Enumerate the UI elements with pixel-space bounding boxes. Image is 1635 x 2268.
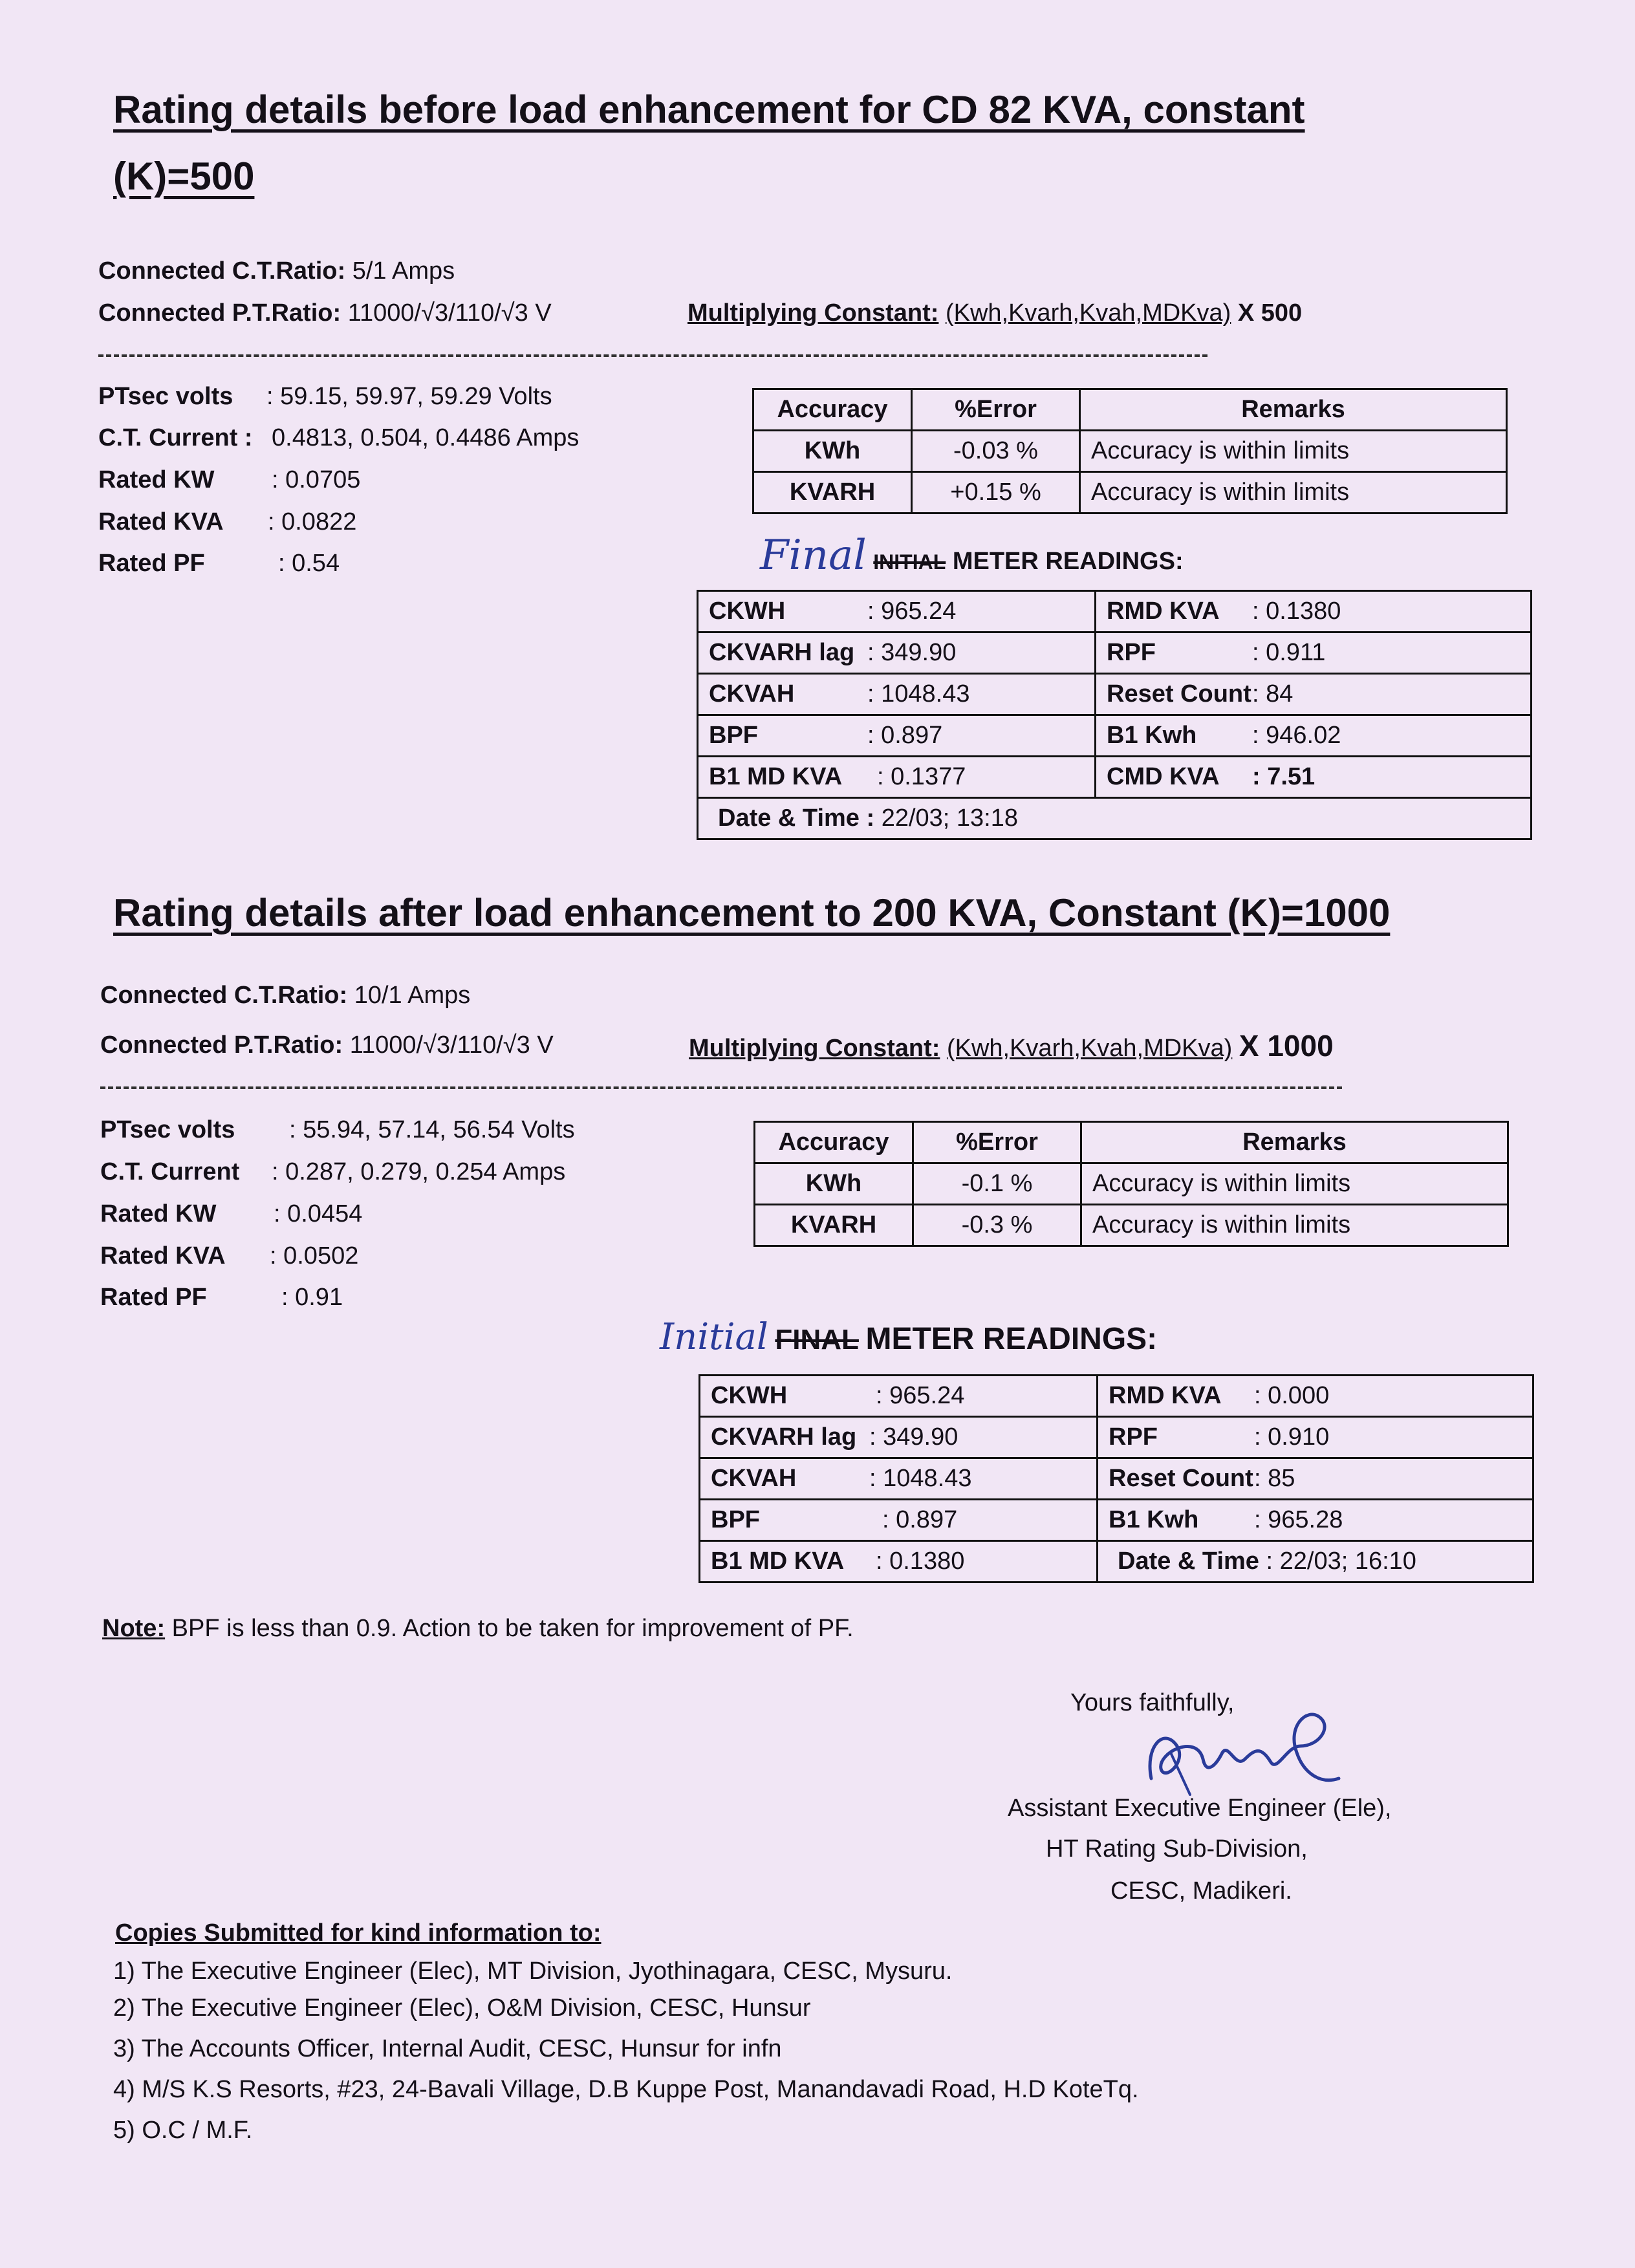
ct-ratio-value: 10/1 Amps (354, 982, 471, 1009)
handwritten-final: Final (760, 532, 867, 579)
ct-ratio-value: 5/1 Amps (352, 257, 455, 285)
reading-label: RPF (1107, 639, 1156, 666)
reading-value: : 965.28 (1254, 1506, 1343, 1533)
param-value: : 0.0822 (268, 508, 357, 535)
param-value: : 0.287, 0.279, 0.254 Amps (272, 1158, 566, 1185)
list-item: 4) M/S K.S Resorts, #23, 24-Bavali Village, D.B Kuppe Post, Manandavadi Road, H.D KoteTq. (113, 2076, 1139, 2103)
acc-cell: -0.03 % (912, 431, 1080, 472)
acc-cell: -0.3 % (913, 1205, 1081, 1246)
reading-value: : 0.911 (1252, 639, 1326, 666)
section1-accuracy-table (752, 388, 1508, 514)
s1-param-row (98, 550, 340, 578)
reading-value: : 946.02 (1252, 722, 1341, 749)
reading-value: : 349.90 (867, 639, 957, 666)
table-row (700, 1541, 1533, 1582)
reading-label: BPF (711, 1506, 760, 1533)
mult-value: X 500 (1237, 299, 1303, 327)
param-label: Rated PF (98, 550, 205, 577)
table-row (700, 1376, 1533, 1417)
section1-dashed-divider (98, 354, 1207, 357)
s2-param-row (100, 1158, 565, 1186)
acc-cell: KWh (753, 431, 912, 472)
note-text: BPF is less than 0.9. Action to be taken for improvement of PF. (171, 1615, 854, 1642)
table-row (698, 715, 1532, 757)
section1-meter-readings-table (697, 590, 1532, 840)
reading-value: : 22/03; 16:10 (1266, 1548, 1416, 1575)
mult-label: Multiplying Constant: (688, 299, 939, 327)
s1-param-row (98, 424, 579, 452)
acc-cell: KVARH (753, 472, 912, 513)
param-value: : 0.0502 (270, 1242, 359, 1269)
pt-ratio-label: Connected P.T.Ratio: (98, 299, 341, 327)
section1-ct-ratio (98, 257, 455, 285)
reading-label: B1 MD KVA (709, 763, 843, 790)
reading-value: : 0.897 (867, 722, 943, 749)
pt-ratio-value: 11000/√3/110/√3 V (349, 1031, 554, 1059)
param-value: : 0.0705 (272, 466, 361, 493)
reading-label: Date & Time (1118, 1548, 1259, 1575)
table-row (700, 1458, 1533, 1500)
reading-value: : 85 (1254, 1465, 1295, 1492)
reading-value: : 349.90 (869, 1423, 958, 1451)
acc-cell: Accuracy is within limits (1081, 1163, 1508, 1205)
param-label: Rated PF (100, 1284, 207, 1311)
table-row (698, 798, 1532, 839)
section2-meter-readings-table (698, 1374, 1534, 1583)
s1-param-row (98, 508, 356, 536)
s1-param-row (98, 466, 360, 494)
reading-value: : 0.1380 (1252, 598, 1341, 625)
reading-label: RMD KVA (1109, 1382, 1222, 1409)
table-row (698, 757, 1532, 798)
param-value: 0.4813, 0.504, 0.4486 Amps (272, 424, 579, 451)
table-row (755, 1163, 1508, 1205)
table-row (698, 632, 1532, 674)
ct-ratio-label: Connected C.T.Ratio: (100, 982, 348, 1009)
reading-value: : 7.51 (1252, 763, 1316, 790)
pt-ratio-value: 11000/√3/110/√3 V (347, 299, 552, 327)
section2-dashed-divider (100, 1086, 1342, 1089)
param-label: Rated KW (98, 466, 215, 493)
s2-param-row (100, 1116, 575, 1144)
note (102, 1615, 854, 1643)
acc-cell: Accuracy is within limits (1081, 1205, 1508, 1246)
reading-label: CKVAH (709, 680, 795, 707)
acc-cell: KWh (755, 1163, 913, 1205)
section1-heading-line1: Rating details before load enhancement for CD 82 KVA, constant (113, 88, 1305, 131)
s2-param-row (100, 1200, 362, 1228)
reading-label: CMD KVA (1107, 763, 1220, 790)
note-label: Note: (102, 1615, 166, 1642)
mult-label: Multiplying Constant: (689, 1035, 940, 1062)
reading-label: Reset Count (1107, 680, 1251, 707)
reading-label: RMD KVA (1107, 598, 1220, 625)
reading-label: CKWH (709, 598, 786, 625)
struck-initial: INITIAL (873, 550, 946, 574)
table-row (700, 1417, 1533, 1458)
pt-ratio-label: Connected P.T.Ratio: (100, 1031, 343, 1059)
reading-value: : 0.897 (882, 1506, 958, 1533)
date-value: 22/03; 13:18 (881, 805, 1019, 832)
param-label: Rated KW (100, 1200, 217, 1227)
param-value: : 0.0454 (274, 1200, 363, 1227)
signature-office: HT Rating Sub-Division, (1046, 1835, 1308, 1863)
list-item: 5) O.C / M.F. (113, 2117, 253, 2144)
acc-cell: KVARH (755, 1205, 913, 1246)
acc-header: Accuracy (755, 1122, 913, 1163)
param-label: C.T. Current (100, 1158, 240, 1185)
section1-readings-title (760, 532, 1184, 579)
mult-paren: (Kwh,Kvarh,Kvah,MDKva) (946, 1035, 1233, 1062)
handwritten-initial: Initial (660, 1316, 768, 1358)
section1-multiplying-constant (688, 299, 1302, 327)
list-item: 2) The Executive Engineer (Elec), O&M Division, CESC, Hunsur (113, 1994, 811, 2022)
acc-header: Accuracy (753, 389, 912, 431)
reading-value: : 0.910 (1254, 1423, 1330, 1451)
table-row (698, 674, 1532, 715)
acc-cell: +0.15 % (912, 472, 1080, 513)
param-label: Rated KVA (100, 1242, 226, 1269)
section2-readings-title (660, 1316, 1157, 1358)
reading-label: CKWH (711, 1382, 788, 1409)
param-value: : 0.54 (278, 550, 340, 577)
reading-value: : 84 (1252, 680, 1294, 707)
signature-closing: Yours faithfully, (1070, 1689, 1235, 1716)
reading-label: CKVARH lag (709, 639, 855, 666)
reading-label: RPF (1109, 1423, 1158, 1451)
section2-accuracy-table (753, 1121, 1509, 1247)
mult-paren: (Kwh,Kvarh,Kvah,MDKva) (945, 299, 1231, 327)
reading-label: B1 Kwh (1107, 722, 1197, 749)
s2-param-row (100, 1242, 358, 1270)
section2-pt-ratio (100, 1031, 554, 1059)
table-row (753, 431, 1507, 472)
acc-cell: Accuracy is within limits (1080, 472, 1507, 513)
reading-label: B1 MD KVA (711, 1548, 845, 1575)
table-row (753, 472, 1507, 513)
section2-heading: Rating details after load enhancement to 200 KVA, Constant (K)=1000 (113, 891, 1391, 934)
reading-value: : 1048.43 (867, 680, 970, 707)
param-value: : 0.91 (281, 1284, 343, 1311)
reading-value: : 1048.43 (869, 1465, 972, 1492)
reading-label: BPF (709, 722, 758, 749)
table-row (698, 591, 1532, 632)
s1-param-row (98, 383, 552, 411)
ct-ratio-label: Connected C.T.Ratio: (98, 257, 346, 285)
signature-scribble-icon (1125, 1707, 1371, 1804)
acc-header: Remarks (1081, 1122, 1508, 1163)
acc-header: %Error (912, 389, 1080, 431)
param-label: PTsec volts (98, 383, 233, 410)
acc-header: %Error (913, 1122, 1081, 1163)
section2-multiplying-constant (689, 1028, 1334, 1063)
signature-title: Assistant Executive Engineer (Ele), (1008, 1795, 1392, 1822)
reading-value: : 965.24 (876, 1382, 965, 1409)
list-item: 3) The Accounts Officer, Internal Audit, CESC, Hunsur for infn (113, 2035, 782, 2062)
signature-org: CESC, Madikeri. (1110, 1877, 1292, 1905)
list-item: 1) The Executive Engineer (Elec), MT Division, Jyothinagara, CESC, Mysuru. (113, 1958, 953, 1985)
reading-value: : 0.1377 (877, 763, 966, 790)
reading-label: Reset Count (1109, 1465, 1253, 1492)
acc-cell: Accuracy is within limits (1080, 431, 1507, 472)
reading-value: : 0.1380 (876, 1548, 965, 1575)
acc-cell: -0.1 % (913, 1163, 1081, 1205)
param-value: : 55.94, 57.14, 56.54 Volts (289, 1116, 575, 1143)
table-row (755, 1205, 1508, 1246)
section2-ct-ratio (100, 982, 470, 1010)
table-row (700, 1500, 1533, 1541)
copies-heading: Copies Submitted for kind information to: (115, 1919, 601, 1947)
section1-heading-line2: (K)=500 (113, 155, 255, 198)
date-label: Date & Time : (718, 805, 875, 832)
acc-header: Remarks (1080, 389, 1507, 431)
readings-title: METER READINGS: (952, 548, 1184, 575)
mult-value: X 1000 (1239, 1029, 1334, 1063)
param-label: Rated KVA (98, 508, 224, 535)
struck-final: FINAL (775, 1324, 859, 1355)
reading-label: CKVARH lag (711, 1423, 857, 1451)
reading-label: CKVAH (711, 1465, 797, 1492)
param-label: C.T. Current : (98, 424, 253, 451)
reading-label: B1 Kwh (1109, 1506, 1199, 1533)
readings-title: METER READINGS: (865, 1322, 1158, 1356)
s2-param-row (100, 1284, 343, 1312)
reading-value: : 0.000 (1254, 1382, 1330, 1409)
section1-pt-ratio (98, 299, 552, 327)
reading-value: : 965.24 (867, 598, 957, 625)
param-value: : 59.15, 59.97, 59.29 Volts (266, 383, 552, 410)
param-label: PTsec volts (100, 1116, 235, 1143)
